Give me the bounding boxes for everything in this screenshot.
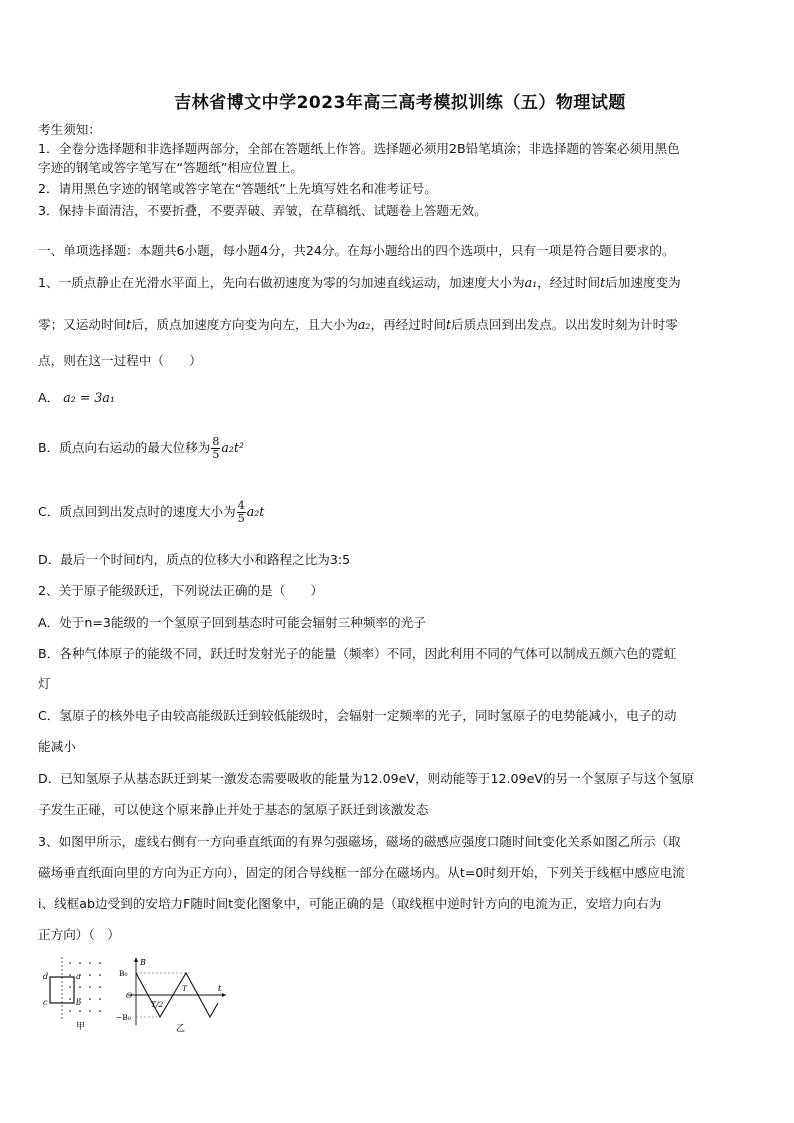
fraction: $\frac{8}{5}$: [212, 435, 220, 461]
q1-option-a: A． a₂ = 3a₁: [38, 390, 115, 405]
notice-item: 3．保持卡面清洁，不要折叠，不要弄破、弄皱，在草稿纸、试题卷上答题无效。: [38, 203, 487, 218]
q2-option-b-cont: 灯: [38, 676, 51, 691]
fraction: $\frac{4}{5}$: [237, 499, 245, 525]
figure-jia: [43, 957, 101, 1032]
page-title: 吉林省博文中学2023年高三高考模拟训练（五）物理试题: [174, 93, 626, 113]
q2-option-c: C．氢原子的核外电子由较高能级跃迁到较低能级时，会辐射一定频率的光子，同时氢原子的电势能减小，电子的动: [38, 708, 677, 723]
axis-label-b: B: [140, 958, 146, 967]
q2-stem: 2、关于原子能级跃迁，下列说法正确的是（ ）: [38, 583, 324, 598]
q1-stem-line: 点，则在这一过程中（ ）: [38, 353, 202, 368]
label-neg-b0: −B₀: [116, 1013, 131, 1022]
q3-stem-line: 磁场垂直纸面向里的方向为正方向），固定的闭合导线框一部分在磁场内。从t=0时刻开始，下列关于线框中感应电流: [38, 865, 685, 880]
notice-item: 1．全卷分选择题和非选择题两部分，全部在答题纸上作答。选择题必须用2B铅笔填涂；非选择题的答案必须用黑色: [38, 141, 680, 156]
label-t-half: T/2: [151, 1000, 164, 1009]
q3-stem-line: i、线框ab边受到的安培力F随时间t变化图象中，可能正确的是（取线框中逆时针方向的电流为正，安培力向右为: [38, 896, 662, 911]
q2-option-a: A．处于n=3能级的一个氢原子回到基态时可能会辐射三种频率的光子: [38, 615, 426, 630]
q3-figure: [40, 955, 230, 1033]
q1-stem-line: 零；又运动时间t后，质点加速度方向变为向左，且大小为a₂，再经过时间t后质点回到出发点。以出发时刻为计时零: [38, 317, 678, 332]
label-b0: B₀: [119, 969, 128, 978]
label-origin: O: [126, 991, 133, 1000]
q2-option-c-cont: 能减小: [38, 739, 76, 754]
q1-option-c: C．质点回到出发点时的速度大小为 $\frac{4}{5}$ a₂t: [38, 499, 265, 525]
q2-option-d-cont: 子发生正碰，可以使这个原来静止并处于基态的氢原子跃迁到该激发态: [38, 802, 429, 817]
q3-stem-line: 正方向）（ ）: [38, 927, 120, 942]
caption-jia: 甲: [76, 1022, 86, 1032]
label-b: b: [76, 998, 82, 1007]
label-d: d: [43, 972, 49, 981]
label-t-period: T: [182, 984, 188, 993]
q1-stem-line: 1、一质点静止在光滑水平面上，先向右做初速度为零的匀加速直线运动，加速度大小为a₁，经过时间t后加速度变为: [38, 275, 681, 290]
label-c: c: [43, 998, 48, 1007]
q1-option-b: B．质点向右运动的最大位移为 $\frac{8}{5}$ a₂t²: [38, 435, 245, 461]
q3-stem-line: 3、如图甲所示，虚线右侧有一方向垂直纸面的有界匀强磁场，磁场的磁感应强度口随时间t变化关系如图乙所示（取: [38, 834, 681, 849]
caption-yi: 乙: [176, 1024, 186, 1033]
figure-yi: [116, 957, 226, 1033]
q2-option-b: B．各种气体原子的能级不同，跃迁时发射光子的能量（频率）不同，因此利用不同的气体可以制成五颜六色的霓虹: [38, 646, 677, 661]
label-a: a: [76, 972, 81, 981]
notice-heading: 考生须知：: [38, 122, 101, 137]
notice-item: 字迹的钢笔或答字笔写在“答题纸”相应位置上。: [38, 160, 303, 175]
axis-label-t: t: [218, 984, 222, 993]
notice-item: 2．请用黑色字迹的钢笔或答字笔在“答题纸”上先填写姓名和准考证号。: [38, 181, 437, 196]
q2-option-d: D．已知氢原子从基态跃迁到某一激发态需要吸收的能量为12.09eV，则动能等于12.09eV的另一个氢原子与这个氢原: [38, 771, 695, 786]
section-heading: 一、单项选择题：本题共6小题，每小题4分，共24分。在每小题给出的四个选项中，只有一项是符合题目要求的。: [38, 243, 675, 258]
q1-option-d: D．最后一个时间t内，质点的位移大小和路程之比为3:5: [38, 552, 351, 567]
